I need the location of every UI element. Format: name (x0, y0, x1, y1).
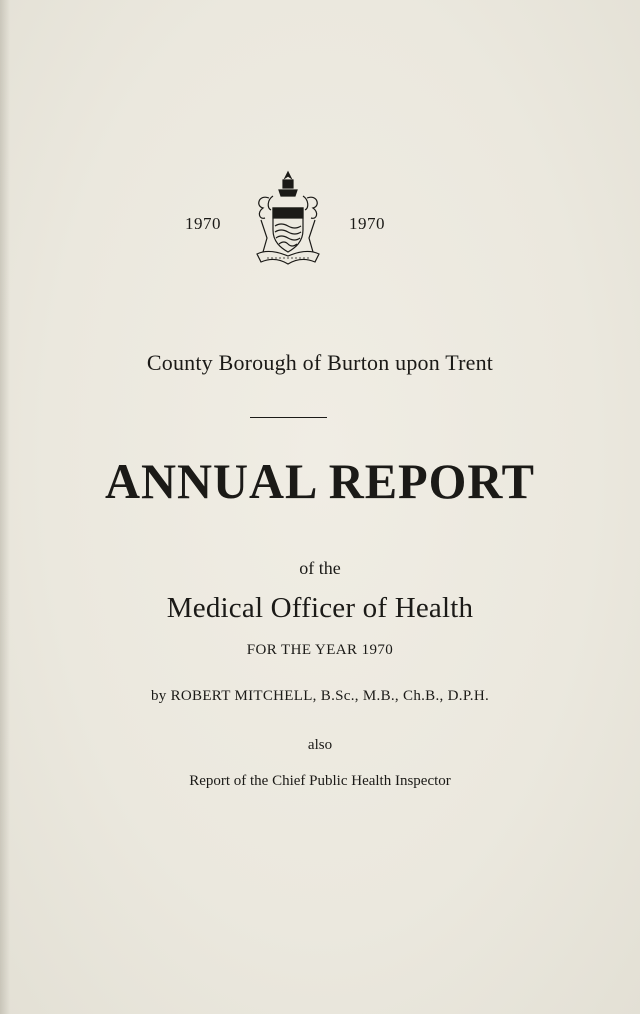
report-subtitle: Medical Officer of Health (166, 592, 474, 624)
also-text: also (307, 737, 333, 753)
year-left: 1970 (185, 214, 221, 233)
year-right: 1970 (349, 214, 385, 233)
author-byline: by ROBERT MITCHELL, B.Sc., M.B., Ch.B., D.P.H. (150, 688, 490, 704)
page-edge-shadow (0, 0, 10, 1014)
second-report-title: Report of the Chief Public Health Inspector (189, 773, 451, 789)
of-the-text: of the (299, 558, 341, 578)
borough-coat-of-arms-icon (249, 168, 327, 268)
title-divider (250, 417, 327, 418)
borough-name: County Borough of Burton upon Trent (146, 350, 494, 375)
report-title: ANNUAL REPORT (105, 453, 535, 509)
report-year-line: FOR THE YEAR 1970 (246, 642, 394, 658)
